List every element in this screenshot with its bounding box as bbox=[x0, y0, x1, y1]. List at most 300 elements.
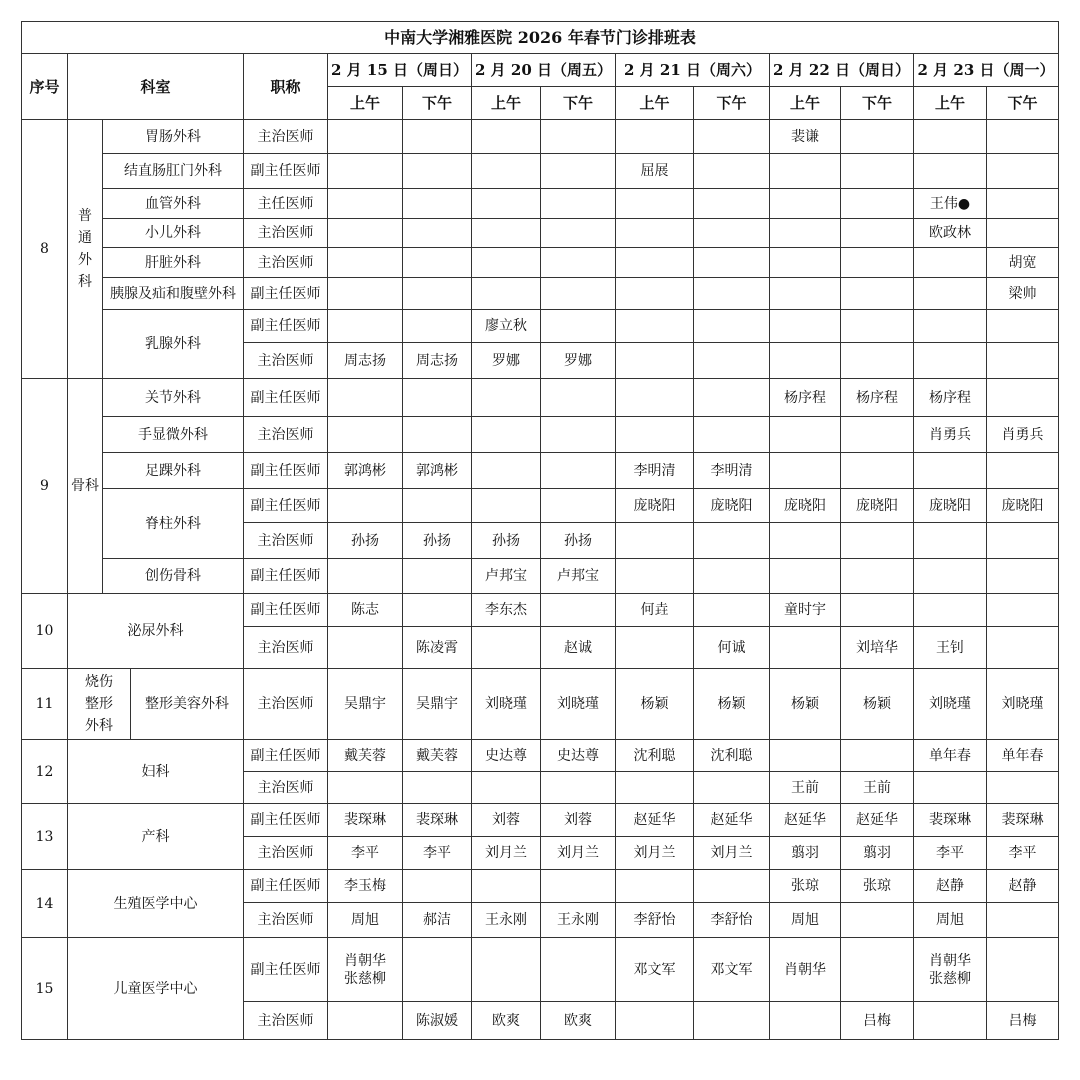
schedule-cell bbox=[694, 278, 770, 310]
schedule-cell bbox=[472, 154, 541, 189]
schedule-cell bbox=[472, 379, 541, 417]
group-seq: 10 bbox=[22, 594, 68, 669]
schedule-cell bbox=[328, 627, 403, 669]
schedule-cell bbox=[616, 248, 694, 278]
schedule-cell bbox=[472, 417, 541, 453]
schedule-cell: 吴鼎宇 bbox=[403, 669, 472, 740]
schedule-cell bbox=[987, 903, 1059, 938]
table-row bbox=[22, 417, 1059, 453]
schedule-cell: 庞晓阳 bbox=[770, 489, 841, 523]
schedule-cell bbox=[403, 594, 472, 627]
schedule-cell: 刘蓉 bbox=[472, 804, 541, 837]
rank-cell: 副主任医师 bbox=[244, 740, 328, 772]
table-row bbox=[22, 278, 1059, 310]
header-shift-pm: 下午 bbox=[841, 87, 914, 120]
schedule-cell: 李舒怡 bbox=[694, 903, 770, 938]
sub-dept: 乳腺外科 bbox=[103, 310, 244, 379]
rank-cell: 主治医师 bbox=[244, 772, 328, 804]
schedule-cell: 翦羽 bbox=[841, 837, 914, 870]
schedule-cell: 卢邦宝 bbox=[541, 559, 616, 594]
rank-cell: 副主任医师 bbox=[244, 804, 328, 837]
schedule-cell bbox=[770, 310, 841, 343]
rank-cell: 主治医师 bbox=[244, 523, 328, 559]
table-row bbox=[22, 22, 1059, 54]
rank-cell: 副主任医师 bbox=[244, 489, 328, 523]
schedule-cell bbox=[987, 453, 1059, 489]
group-dept: 骨科 bbox=[68, 379, 103, 594]
schedule-cell: 欧政林 bbox=[914, 219, 987, 248]
schedule-cell bbox=[694, 154, 770, 189]
group-dept: 生殖医学中心 bbox=[68, 870, 244, 938]
schedule-cell bbox=[841, 278, 914, 310]
schedule-cell: 肖朝华 张慈柳 bbox=[914, 938, 987, 1002]
sub-dept: 血管外科 bbox=[103, 189, 244, 219]
schedule-cell: 陈志 bbox=[328, 594, 403, 627]
schedule-cell bbox=[770, 453, 841, 489]
schedule-cell bbox=[616, 310, 694, 343]
schedule-cell bbox=[694, 417, 770, 453]
schedule-cell bbox=[328, 310, 403, 343]
rank-cell: 主治医师 bbox=[244, 669, 328, 740]
table-row bbox=[22, 594, 1059, 627]
header-date: 2 月 22 日（周日） bbox=[770, 54, 914, 87]
schedule-cell bbox=[403, 559, 472, 594]
rank-cell: 副主任医师 bbox=[244, 154, 328, 189]
header-dept: 科室 bbox=[68, 54, 244, 120]
sub-dept: 关节外科 bbox=[103, 379, 244, 417]
schedule-cell bbox=[328, 559, 403, 594]
schedule-cell bbox=[541, 417, 616, 453]
schedule-cell bbox=[914, 248, 987, 278]
schedule-cell: 欧爽 bbox=[472, 1002, 541, 1040]
schedule-cell bbox=[472, 627, 541, 669]
schedule-cell bbox=[694, 379, 770, 417]
schedule-cell bbox=[841, 120, 914, 154]
schedule-cell: 吴鼎宇 bbox=[328, 669, 403, 740]
schedule-cell bbox=[616, 219, 694, 248]
schedule-cell: 孙扬 bbox=[328, 523, 403, 559]
sub-dept: 脊柱外科 bbox=[103, 489, 244, 559]
group-dept: 烧伤 整形 外科 bbox=[68, 669, 131, 740]
schedule-cell bbox=[987, 379, 1059, 417]
rank-cell: 主治医师 bbox=[244, 627, 328, 669]
schedule-cell: 刘蓉 bbox=[541, 804, 616, 837]
schedule-cell bbox=[541, 938, 616, 1002]
schedule-cell: 孙扬 bbox=[541, 523, 616, 559]
schedule-cell bbox=[694, 523, 770, 559]
sub-dept: 胰腺及疝和腹壁外科 bbox=[103, 278, 244, 310]
schedule-cell: 周旭 bbox=[328, 903, 403, 938]
schedule-cell: 庞晓阳 bbox=[694, 489, 770, 523]
rank-cell: 主治医师 bbox=[244, 903, 328, 938]
schedule-cell: 裴谦 bbox=[770, 120, 841, 154]
schedule-cell bbox=[403, 248, 472, 278]
schedule-cell: 周志扬 bbox=[403, 343, 472, 379]
schedule-cell: 杨颖 bbox=[841, 669, 914, 740]
schedule-cell bbox=[472, 248, 541, 278]
group-seq: 14 bbox=[22, 870, 68, 938]
schedule-cell: 肖朝华 bbox=[770, 938, 841, 1002]
rank-cell: 主治医师 bbox=[244, 837, 328, 870]
schedule-cell bbox=[987, 594, 1059, 627]
schedule-cell: 李平 bbox=[914, 837, 987, 870]
schedule-cell bbox=[987, 772, 1059, 804]
schedule-cell: 王永刚 bbox=[541, 903, 616, 938]
schedule-cell: 赵静 bbox=[987, 870, 1059, 903]
schedule-cell: 李舒怡 bbox=[616, 903, 694, 938]
schedule-cell: 梁帅 bbox=[987, 278, 1059, 310]
schedule-cell bbox=[987, 219, 1059, 248]
group-dept: 普 通 外 科 bbox=[68, 120, 103, 379]
schedule-cell: 欧爽 bbox=[541, 1002, 616, 1040]
schedule-cell: 刘晓瑾 bbox=[987, 669, 1059, 740]
header-date: 2 月 15 日（周日） bbox=[328, 54, 472, 87]
header-shift-pm: 下午 bbox=[403, 87, 472, 120]
schedule-cell: 庞晓阳 bbox=[914, 489, 987, 523]
schedule-cell bbox=[472, 489, 541, 523]
schedule-cell: 翦羽 bbox=[770, 837, 841, 870]
schedule-cell bbox=[987, 938, 1059, 1002]
schedule-cell: 肖勇兵 bbox=[987, 417, 1059, 453]
schedule-body bbox=[22, 22, 1059, 1040]
table-row bbox=[22, 248, 1059, 278]
schedule-cell bbox=[841, 189, 914, 219]
header-rank: 职称 bbox=[244, 54, 328, 120]
schedule-cell bbox=[328, 120, 403, 154]
schedule-cell: 刘晓瑾 bbox=[541, 669, 616, 740]
schedule-cell bbox=[616, 278, 694, 310]
schedule-cell bbox=[987, 189, 1059, 219]
schedule-cell: 张琼 bbox=[770, 870, 841, 903]
schedule-cell bbox=[841, 310, 914, 343]
schedule-cell bbox=[914, 1002, 987, 1040]
schedule-cell: 肖朝华 张慈柳 bbox=[328, 938, 403, 1002]
schedule-cell bbox=[541, 189, 616, 219]
schedule-cell bbox=[694, 559, 770, 594]
schedule-cell bbox=[914, 343, 987, 379]
schedule-cell: 肖勇兵 bbox=[914, 417, 987, 453]
schedule-cell bbox=[541, 453, 616, 489]
schedule-cell: 罗娜 bbox=[472, 343, 541, 379]
schedule-cell bbox=[403, 189, 472, 219]
rank-cell: 副主任医师 bbox=[244, 559, 328, 594]
schedule-cell: 王伟● bbox=[914, 189, 987, 219]
schedule-cell bbox=[841, 248, 914, 278]
schedule-sheet bbox=[21, 21, 1059, 1040]
schedule-cell bbox=[616, 417, 694, 453]
schedule-cell bbox=[987, 523, 1059, 559]
table-row bbox=[22, 559, 1059, 594]
schedule-cell: 庞晓阳 bbox=[841, 489, 914, 523]
schedule-cell: 刘月兰 bbox=[694, 837, 770, 870]
schedule-cell bbox=[403, 938, 472, 1002]
schedule-cell: 李平 bbox=[328, 837, 403, 870]
table-row bbox=[22, 379, 1059, 417]
header-shift-pm: 下午 bbox=[987, 87, 1059, 120]
header-shift-am: 上午 bbox=[616, 87, 694, 120]
group-dept: 妇科 bbox=[68, 740, 244, 804]
schedule-cell bbox=[694, 219, 770, 248]
schedule-cell bbox=[770, 343, 841, 379]
schedule-cell bbox=[914, 594, 987, 627]
schedule-cell bbox=[541, 154, 616, 189]
schedule-cell bbox=[403, 772, 472, 804]
schedule-cell bbox=[770, 523, 841, 559]
schedule-cell: 刘晓瑾 bbox=[472, 669, 541, 740]
header-seq: 序号 bbox=[22, 54, 68, 120]
schedule-cell bbox=[616, 627, 694, 669]
schedule-cell: 王钊 bbox=[914, 627, 987, 669]
schedule-cell bbox=[694, 189, 770, 219]
schedule-cell: 周旭 bbox=[770, 903, 841, 938]
table-row bbox=[22, 120, 1059, 154]
sub-dept: 足踝外科 bbox=[103, 453, 244, 489]
schedule-cell bbox=[403, 120, 472, 154]
table-row bbox=[22, 870, 1059, 903]
schedule-cell bbox=[914, 772, 987, 804]
page-title: 中南大学湘雅医院 2026 年春节门诊排班表 bbox=[22, 22, 1059, 54]
schedule-cell bbox=[616, 379, 694, 417]
schedule-cell bbox=[403, 278, 472, 310]
schedule-cell: 张琼 bbox=[841, 870, 914, 903]
header-shift-am: 上午 bbox=[472, 87, 541, 120]
schedule-cell: 裴琛琳 bbox=[914, 804, 987, 837]
schedule-cell bbox=[328, 489, 403, 523]
schedule-cell bbox=[694, 248, 770, 278]
schedule-cell bbox=[694, 772, 770, 804]
schedule-cell bbox=[770, 189, 841, 219]
schedule-cell bbox=[472, 453, 541, 489]
schedule-cell bbox=[914, 310, 987, 343]
schedule-cell bbox=[987, 310, 1059, 343]
schedule-cell: 杨序程 bbox=[770, 379, 841, 417]
schedule-cell bbox=[541, 489, 616, 523]
schedule-cell: 吕梅 bbox=[841, 1002, 914, 1040]
schedule-cell: 何诚 bbox=[694, 627, 770, 669]
schedule-cell bbox=[694, 120, 770, 154]
schedule-cell: 屈展 bbox=[616, 154, 694, 189]
schedule-cell bbox=[472, 120, 541, 154]
schedule-cell: 邓文军 bbox=[694, 938, 770, 1002]
header-date: 2 月 21 日（周六） bbox=[616, 54, 770, 87]
schedule-cell bbox=[328, 417, 403, 453]
schedule-cell bbox=[616, 120, 694, 154]
schedule-cell bbox=[328, 154, 403, 189]
schedule-cell: 刘晓瑾 bbox=[914, 669, 987, 740]
schedule-cell: 刘月兰 bbox=[541, 837, 616, 870]
group-seq: 11 bbox=[22, 669, 68, 740]
schedule-cell bbox=[987, 627, 1059, 669]
group-seq: 15 bbox=[22, 938, 68, 1040]
schedule-cell bbox=[403, 310, 472, 343]
schedule-cell bbox=[694, 1002, 770, 1040]
schedule-cell: 赵延华 bbox=[770, 804, 841, 837]
schedule-cell: 杨颖 bbox=[616, 669, 694, 740]
schedule-cell: 李平 bbox=[403, 837, 472, 870]
schedule-cell bbox=[541, 594, 616, 627]
schedule-cell bbox=[694, 870, 770, 903]
schedule-cell: 郭鸿彬 bbox=[328, 453, 403, 489]
schedule-cell bbox=[403, 489, 472, 523]
schedule-cell: 李玉梅 bbox=[328, 870, 403, 903]
schedule-cell bbox=[914, 559, 987, 594]
schedule-cell bbox=[914, 120, 987, 154]
header-shift-am: 上午 bbox=[770, 87, 841, 120]
schedule-cell bbox=[987, 120, 1059, 154]
schedule-cell bbox=[541, 120, 616, 154]
schedule-cell bbox=[328, 248, 403, 278]
rank-cell: 副主任医师 bbox=[244, 870, 328, 903]
schedule-cell bbox=[987, 559, 1059, 594]
schedule-cell bbox=[770, 1002, 841, 1040]
schedule-cell: 李明清 bbox=[694, 453, 770, 489]
schedule-cell bbox=[616, 559, 694, 594]
schedule-cell: 孙扬 bbox=[472, 523, 541, 559]
schedule-cell: 郭鸿彬 bbox=[403, 453, 472, 489]
sub-dept: 整形美容外科 bbox=[131, 669, 244, 740]
sub-dept: 小儿外科 bbox=[103, 219, 244, 248]
schedule-cell: 史达尊 bbox=[472, 740, 541, 772]
schedule-cell: 吕梅 bbox=[987, 1002, 1059, 1040]
rank-cell: 主治医师 bbox=[244, 417, 328, 453]
schedule-cell bbox=[403, 870, 472, 903]
rank-cell: 副主任医师 bbox=[244, 379, 328, 417]
group-seq: 8 bbox=[22, 120, 68, 379]
schedule-cell: 邓文军 bbox=[616, 938, 694, 1002]
schedule-cell: 赵延华 bbox=[616, 804, 694, 837]
schedule-cell bbox=[541, 379, 616, 417]
schedule-cell: 廖立秋 bbox=[472, 310, 541, 343]
schedule-cell: 杨序程 bbox=[914, 379, 987, 417]
schedule-cell: 郝洁 bbox=[403, 903, 472, 938]
schedule-cell bbox=[472, 870, 541, 903]
schedule-cell: 王前 bbox=[841, 772, 914, 804]
rank-cell: 主治医师 bbox=[244, 1002, 328, 1040]
schedule-cell: 胡宽 bbox=[987, 248, 1059, 278]
rank-cell: 主治医师 bbox=[244, 343, 328, 379]
schedule-cell bbox=[328, 278, 403, 310]
rank-cell: 副主任医师 bbox=[244, 310, 328, 343]
schedule-cell: 陈淑媛 bbox=[403, 1002, 472, 1040]
schedule-cell bbox=[616, 523, 694, 559]
rank-cell: 副主任医师 bbox=[244, 594, 328, 627]
group-seq: 13 bbox=[22, 804, 68, 870]
schedule-cell bbox=[841, 453, 914, 489]
sub-dept: 肝脏外科 bbox=[103, 248, 244, 278]
schedule-cell: 李东杰 bbox=[472, 594, 541, 627]
schedule-cell bbox=[541, 772, 616, 804]
schedule-cell bbox=[770, 154, 841, 189]
schedule-cell bbox=[841, 219, 914, 248]
sub-dept: 手显微外科 bbox=[103, 417, 244, 453]
schedule-cell bbox=[472, 772, 541, 804]
schedule-cell bbox=[541, 219, 616, 248]
schedule-cell bbox=[694, 594, 770, 627]
schedule-cell bbox=[914, 278, 987, 310]
schedule-cell bbox=[987, 343, 1059, 379]
schedule-cell bbox=[616, 189, 694, 219]
table-row bbox=[22, 189, 1059, 219]
table-row bbox=[22, 804, 1059, 837]
schedule-cell bbox=[328, 219, 403, 248]
table-row bbox=[22, 54, 1059, 87]
schedule-cell bbox=[403, 219, 472, 248]
schedule-cell bbox=[841, 417, 914, 453]
schedule-cell bbox=[770, 417, 841, 453]
schedule-cell: 罗娜 bbox=[541, 343, 616, 379]
schedule-cell: 史达尊 bbox=[541, 740, 616, 772]
rank-cell: 主治医师 bbox=[244, 219, 328, 248]
schedule-cell bbox=[770, 278, 841, 310]
schedule-cell bbox=[403, 154, 472, 189]
schedule-cell bbox=[472, 278, 541, 310]
schedule-cell bbox=[987, 154, 1059, 189]
schedule-cell: 庞晓阳 bbox=[987, 489, 1059, 523]
rank-cell: 主任医师 bbox=[244, 189, 328, 219]
schedule-cell: 李明清 bbox=[616, 453, 694, 489]
schedule-cell bbox=[914, 154, 987, 189]
schedule-cell: 戴芙蓉 bbox=[403, 740, 472, 772]
schedule-cell bbox=[841, 343, 914, 379]
schedule-cell: 赵诚 bbox=[541, 627, 616, 669]
schedule-cell: 赵延华 bbox=[841, 804, 914, 837]
sub-dept: 创伤骨科 bbox=[103, 559, 244, 594]
schedule-cell: 王永刚 bbox=[472, 903, 541, 938]
schedule-cell bbox=[841, 559, 914, 594]
schedule-cell: 刘月兰 bbox=[616, 837, 694, 870]
schedule-cell: 周志扬 bbox=[328, 343, 403, 379]
schedule-cell bbox=[694, 310, 770, 343]
group-seq: 9 bbox=[22, 379, 68, 594]
schedule-cell: 裴琛琳 bbox=[403, 804, 472, 837]
sub-dept: 结直肠肛门外科 bbox=[103, 154, 244, 189]
schedule-cell bbox=[770, 219, 841, 248]
schedule-cell: 沈利聪 bbox=[694, 740, 770, 772]
schedule-cell bbox=[616, 343, 694, 379]
schedule-cell bbox=[841, 938, 914, 1002]
schedule-cell: 单年春 bbox=[914, 740, 987, 772]
rank-cell: 主治医师 bbox=[244, 120, 328, 154]
sub-dept: 胃肠外科 bbox=[103, 120, 244, 154]
schedule-cell: 戴芙蓉 bbox=[328, 740, 403, 772]
schedule-cell bbox=[541, 278, 616, 310]
schedule-cell bbox=[541, 870, 616, 903]
schedule-cell: 杨序程 bbox=[841, 379, 914, 417]
header-shift-pm: 下午 bbox=[541, 87, 616, 120]
schedule-table bbox=[21, 21, 1059, 1040]
table-row bbox=[22, 489, 1059, 523]
schedule-cell: 刘月兰 bbox=[472, 837, 541, 870]
schedule-cell bbox=[914, 453, 987, 489]
table-row bbox=[22, 938, 1059, 1002]
schedule-cell bbox=[328, 772, 403, 804]
schedule-cell bbox=[914, 523, 987, 559]
schedule-cell: 陈凌霄 bbox=[403, 627, 472, 669]
schedule-cell bbox=[541, 248, 616, 278]
schedule-cell bbox=[841, 740, 914, 772]
schedule-cell bbox=[616, 772, 694, 804]
schedule-cell bbox=[694, 343, 770, 379]
schedule-cell bbox=[770, 248, 841, 278]
header-shift-am: 上午 bbox=[914, 87, 987, 120]
schedule-cell bbox=[770, 627, 841, 669]
schedule-cell: 单年春 bbox=[987, 740, 1059, 772]
schedule-cell: 庞晓阳 bbox=[616, 489, 694, 523]
rank-cell: 副主任医师 bbox=[244, 453, 328, 489]
table-row bbox=[22, 669, 1059, 740]
schedule-cell bbox=[770, 740, 841, 772]
schedule-cell: 何垚 bbox=[616, 594, 694, 627]
